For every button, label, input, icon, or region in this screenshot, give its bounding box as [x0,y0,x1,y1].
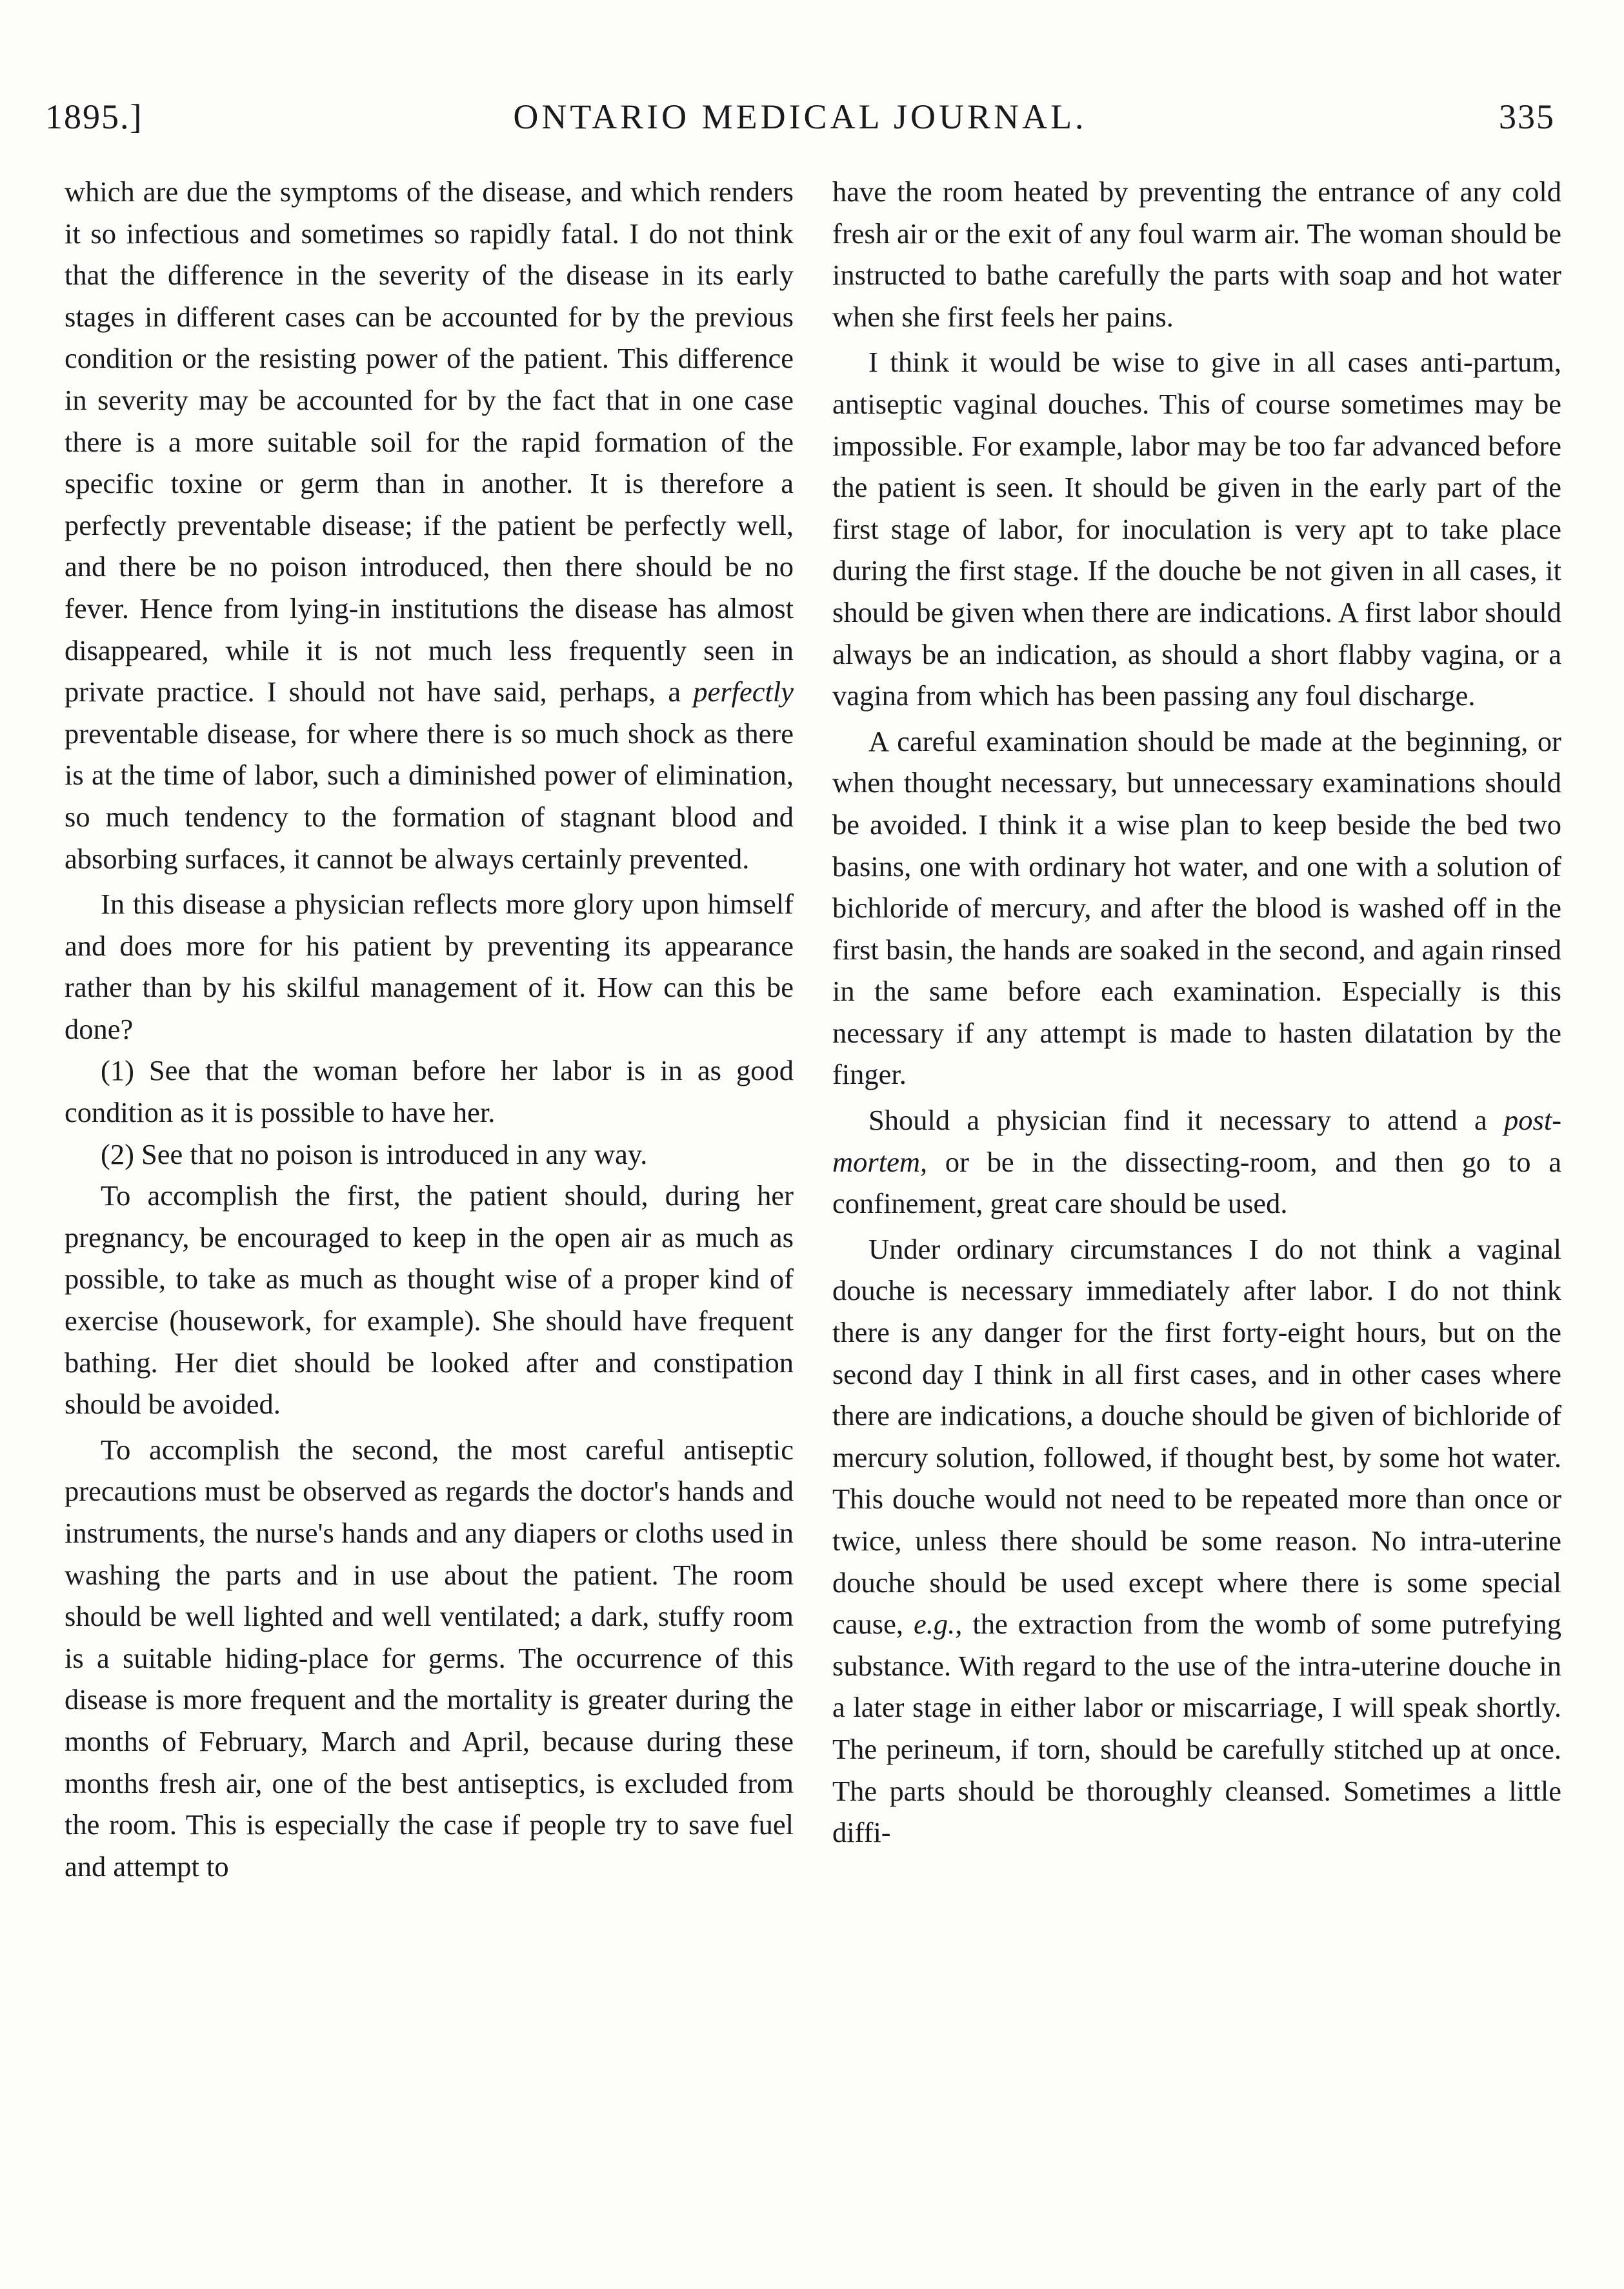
header-year: 1895.] [45,97,143,136]
italic-word: post-mortem, [832,1104,1562,1178]
italic-word: perfectly [693,675,794,708]
right-column [832,171,1561,1854]
paragraph-text: the extraction from the womb of some putrefying substance. With regard to the use of the intra-uterine douche in a later stage in either labor or miscarriage, I will speak shortly. The perineum, if torn, should be carefully stitched up at once. The parts should be thoroughly cleansed. Sometimes a little diffi- [832,1608,1562,1849]
paragraph [832,1228,1561,1854]
paragraph: (1) See that the woman before her labor is in as good condition as it is possible to have her. [65,1054,794,1129]
paragraph: To accomplish the first, the patient should, during her pregnancy, be encouraged to keep in the open air as much as possible, to take as much as thought wise of a proper kind of exercise (housework, for example). She should have frequent bathing. Her diet should be looked after and constipation should be avoided. [65,1179,794,1421]
paragraph: A careful examination should be made at the beginning, or when thought necessary, but unnecessary examinations should be avoided. I think it a wise plan to keep beside the bed two basins, one with ordinary hot water, and one with a solution of bichloride of mercury, and after the blood is washed off in the first basin, the hands are soaked in the second, and again rinsed in the same before each examination. Especially is this necessary if any attempt is made to hasten dilatation by the finger. [832,725,1561,1091]
paragraph-text: which are due the symptoms of the disease, and which renders it so infectious and sometimes so rapidly fatal. I do not think that the difference in the severity of the disease in its early stages in different cases can be accounted for by the previous condition or the resisting power of the patient. This difference in severity may be accounted for by the fact that in one case there is a more suitable soil for the rapid formation of the specific toxine or germ than in another. It is therefore a perfectly preventable disease; if the patient be perfectly well, and there be no poison introduced, then there should be no fever. Hence from lying-in institutions the disease has almost disappeared, while it is not much less frequently seen in private practice. I should not have said, perhaps, a [65,175,794,708]
page-number: 335 [1499,97,1555,136]
paragraph: To accomplish the second, the most careful antiseptic precautions must be observed as regards the doctor's hands and instruments, the nurse's hands and any diapers or cloths used in washing the parts and in use about the patient. The room should be well lighted and well ventilated; a dark, stuffy room is a suitable hiding-place for germs. The occurrence of this disease is more frequent and the mortality is greater during the months of February, March and April, because during these months fresh air, one of the best antiseptics, is excluded from the room. This is especially the case if people try to save fuel and attempt to [65,1433,794,1883]
paragraph: have the room heated by preventing the entrance of any cold fresh air or the exit of any foul warm air. The woman should be instructed to bathe carefully the parts with soap and hot water when she first feels her pains. [832,175,1561,333]
paragraph: I think it would be wise to give in all cases anti-partum, antiseptic vaginal douches. This of course sometimes may be impossible. For example, labor may be too far advanced before the patient is seen. It should be given in the early part of the first stage of labor, for inoculation is very apt to take place during the first stage. If the douche be not given in all cases, it should be given when there are indications. A first labor should always be an indication, as should a short flabby vagina, or a vagina from which has been passing any foul discharge. [832,346,1561,712]
journal-title: ONTARIO MEDICAL JOURNAL. [513,97,1087,136]
italic-word: e.g., [913,1608,963,1641]
paragraph-text: Under ordinary circumstances I do not think a vaginal douche is necessary immediately after labor. I do not think there is any danger for the first forty-eight hours, but on the second day I think in all first cases, and in other cases where there are indications, a douche should be given of bichloride of mercury solution, followed, if thought best, by some hot water. This douche would not need to be repeated more than once or twice, unless there should be some reason. No intra-uterine douche should be used except where there is some special cause, [832,1232,1561,1641]
paragraph [832,1099,1561,1224]
paragraph-text: Should a physician find it necessary to attend a [868,1104,1487,1137]
paragraph-text: or be in the dissecting-room, and then go to a confinement, great care should be used. [832,1145,1562,1220]
paragraph: (2) See that no poison is introduced in any way. [101,1137,648,1170]
left-column [65,171,794,1887]
paragraph-text: preventable disease, for where there is so much shock as there is at the time of labor, such a diminished power of elimination, so much tendency to the formation of stagnant blood and absorbing surfaces, it cannot be always certainly prevented. [65,717,794,875]
paragraph [65,171,794,879]
paragraph: In this disease a physician reflects more glory upon himself and does more for his patient by preventing its appearance rather than by his skilful management of it. How can this be done? [65,888,794,1045]
page-header [45,97,1555,148]
